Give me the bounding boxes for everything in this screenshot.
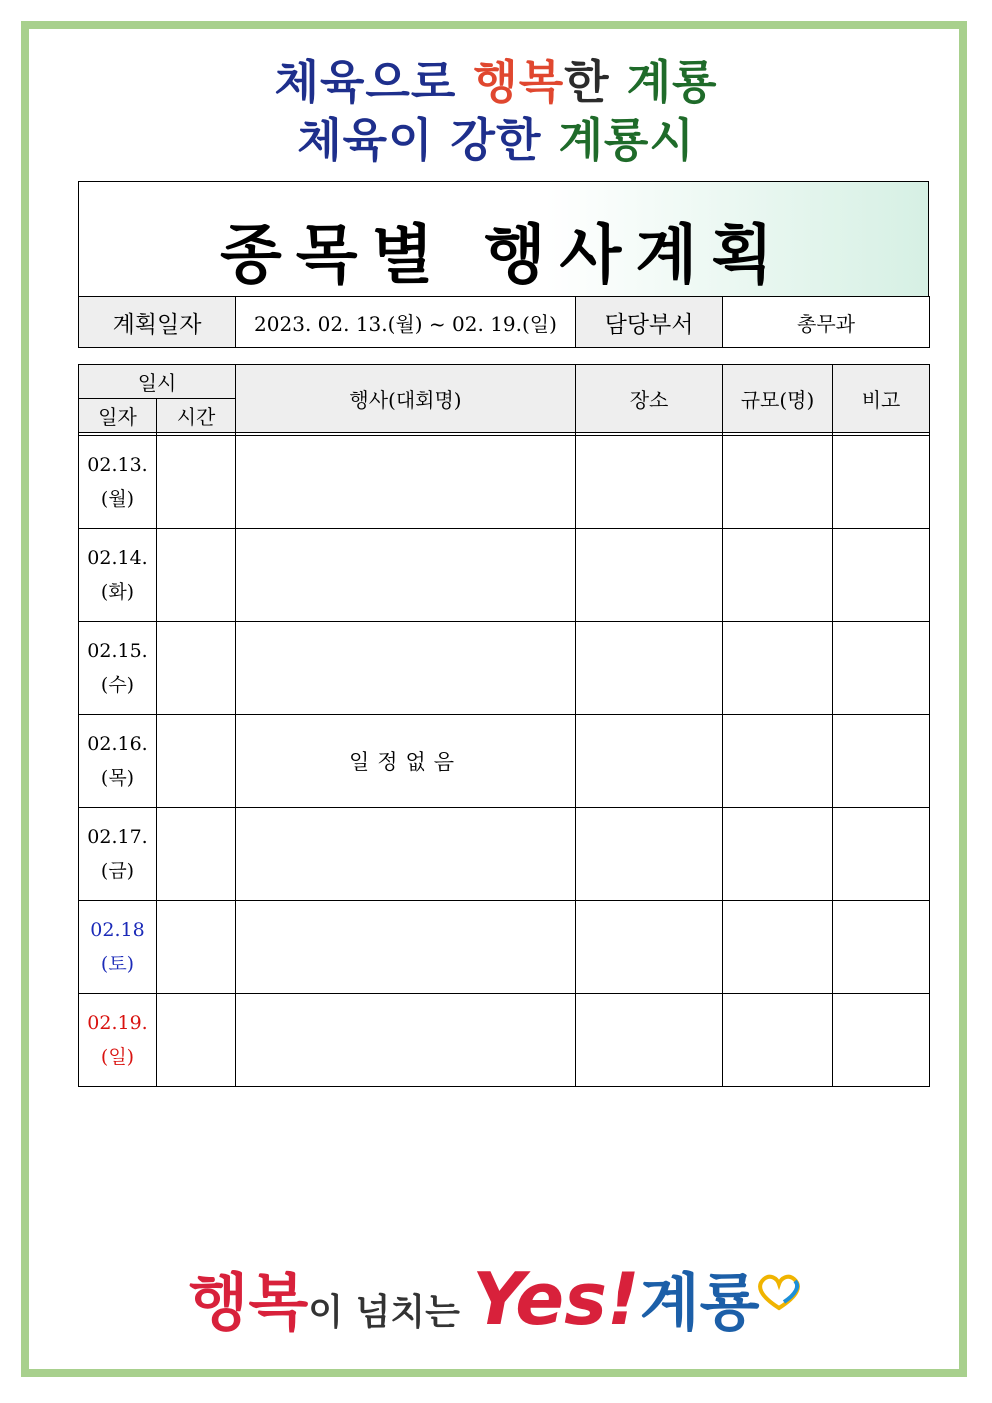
scale-cell <box>723 901 833 994</box>
date-text: 02.13. <box>87 454 148 476</box>
date-cell <box>79 808 157 901</box>
event-cell <box>236 808 576 901</box>
date-text: 02.18 <box>90 919 145 941</box>
dept-value: 총무과 <box>723 297 930 348</box>
date-text: 02.19. <box>87 1012 148 1034</box>
slogan-line-1 <box>0 52 992 112</box>
header-scale: 규모(명) <box>723 365 833 433</box>
header-place: 장소 <box>576 365 723 433</box>
place-cell <box>576 994 723 1087</box>
place-cell <box>576 529 723 622</box>
date-cell <box>79 622 157 715</box>
heart-icon <box>754 1262 804 1352</box>
note-cell <box>833 529 930 622</box>
event-cell <box>236 436 576 529</box>
table-row <box>79 622 930 715</box>
slogan-1-part-c: 한 <box>564 55 627 109</box>
place-cell <box>576 715 723 808</box>
date-cell <box>79 715 157 808</box>
date-cell <box>79 436 157 529</box>
footer-slogan-yes: Yes! <box>472 1257 640 1341</box>
event-cell-no-schedule: 일정없음 <box>236 715 576 808</box>
time-cell <box>157 715 236 808</box>
date-text: 02.17. <box>87 826 148 848</box>
header-event: 행사(대회명) <box>236 365 576 433</box>
date-cell-sunday <box>79 994 157 1087</box>
date-text: 02.15. <box>87 640 148 662</box>
plan-date-value: 2023. 02. 13.(월) ~ 02. 19.(일) <box>236 297 576 348</box>
scale-cell <box>723 622 833 715</box>
slogan-2-part-a: 체육이 강한 <box>297 113 559 167</box>
table-row <box>79 529 930 622</box>
date-cell-saturday <box>79 901 157 994</box>
header-time: 시간 <box>157 399 236 433</box>
time-cell <box>157 901 236 994</box>
table-row <box>79 901 930 994</box>
note-cell <box>833 436 930 529</box>
place-cell <box>576 901 723 994</box>
scale-cell <box>723 529 833 622</box>
table-row <box>79 808 930 901</box>
time-cell <box>157 436 236 529</box>
day-text: (목) <box>100 767 135 789</box>
footer-slogan-overflowing: 이 넘치는 <box>308 1292 473 1333</box>
note-cell <box>833 994 930 1087</box>
slogan-1-part-b: 행복 <box>473 55 565 109</box>
table-row <box>79 436 930 529</box>
date-cell <box>79 529 157 622</box>
scale-cell <box>723 808 833 901</box>
day-text: (수) <box>100 674 135 696</box>
info-table <box>78 296 930 348</box>
note-cell <box>833 715 930 808</box>
table-row <box>79 715 930 808</box>
time-cell <box>157 622 236 715</box>
note-cell <box>833 901 930 994</box>
dept-label: 담당부서 <box>576 297 723 348</box>
header-note: 비고 <box>833 365 930 433</box>
day-text: (화) <box>100 581 135 603</box>
event-cell <box>236 901 576 994</box>
note-cell <box>833 622 930 715</box>
place-cell <box>576 808 723 901</box>
slogan-2-part-b: 계룡시 <box>558 113 695 167</box>
slogan-1-part-a: 체육으로 <box>274 55 474 109</box>
note-cell <box>833 808 930 901</box>
header-datetime: 일시 <box>79 365 236 399</box>
title-box <box>78 181 929 296</box>
scale-cell <box>723 715 833 808</box>
time-cell <box>157 808 236 901</box>
plan-date-label: 계획일자 <box>79 297 236 348</box>
date-text: 02.16. <box>87 733 148 755</box>
day-text: (금) <box>100 860 135 882</box>
scale-cell <box>723 436 833 529</box>
schedule-table <box>78 364 930 1087</box>
scale-cell <box>723 994 833 1087</box>
day-text: (일) <box>100 1046 135 1068</box>
place-cell <box>576 622 723 715</box>
event-cell <box>236 622 576 715</box>
event-cell <box>236 994 576 1087</box>
time-cell <box>157 994 236 1087</box>
slogan-line-2 <box>0 110 992 170</box>
footer-slogan-happy: 행복 <box>188 1266 309 1339</box>
page-title: 종목별 행사계획 <box>219 219 788 293</box>
time-cell <box>157 529 236 622</box>
date-text: 02.14. <box>87 547 148 569</box>
day-text: (토) <box>100 953 135 975</box>
header-date: 일자 <box>79 399 157 433</box>
slogan-1-part-d: 계룡 <box>626 55 718 109</box>
day-text: (월) <box>100 488 135 510</box>
event-cell <box>236 529 576 622</box>
footer-slogan-logo <box>0 1254 992 1364</box>
place-cell <box>576 436 723 529</box>
footer-slogan-gyeryong: 계룡 <box>639 1266 760 1339</box>
table-row <box>79 994 930 1087</box>
